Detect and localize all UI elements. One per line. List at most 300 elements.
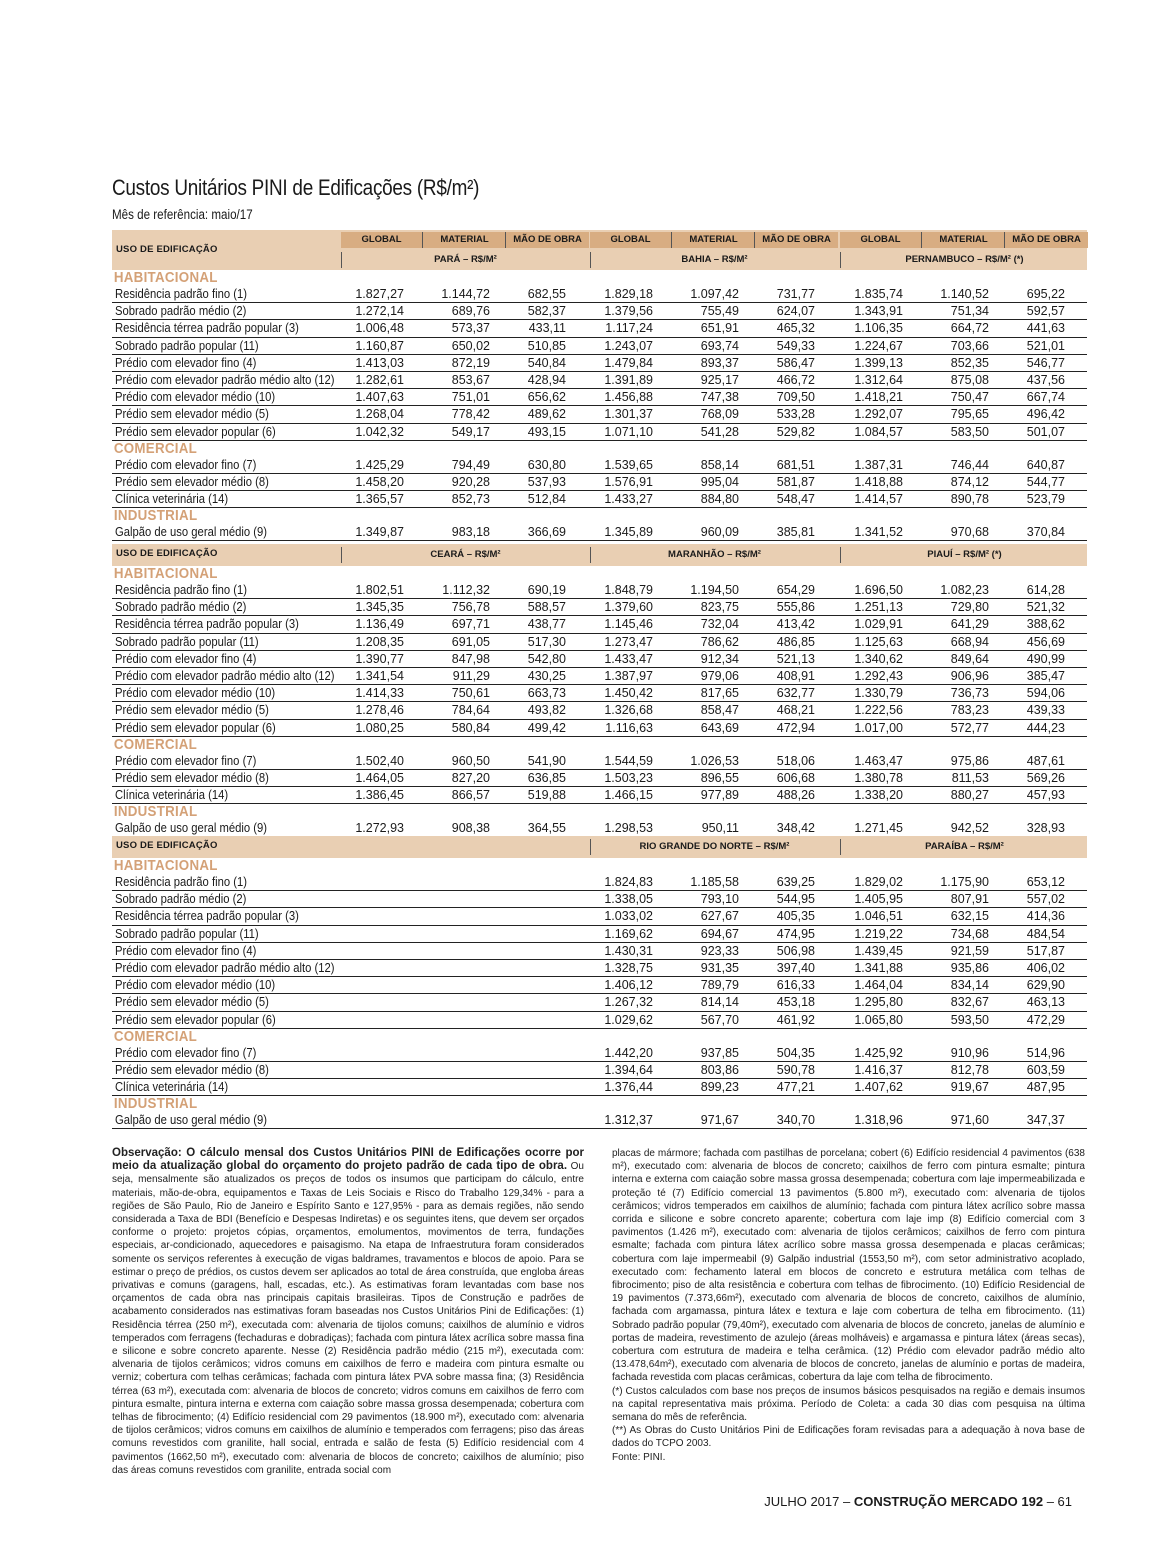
cell-value: 890,78 (950, 492, 989, 507)
row-label: Sobrado padrão médio (2) (115, 304, 247, 319)
table-row (112, 338, 1087, 355)
row-label: Sobrado padrão médio (2) (115, 892, 247, 907)
row-label: Sobrado padrão popular (11) (115, 634, 259, 649)
cell-value: 441,63 (1026, 321, 1065, 336)
cell-value: 1.017,00 (854, 720, 903, 735)
cell-value: 549,33 (776, 338, 815, 353)
cell-value: 937,85 (700, 1045, 739, 1060)
cell-value: 899,23 (700, 1080, 739, 1095)
cell-value: 437,56 (1026, 372, 1065, 387)
cell-value: 408,91 (776, 668, 815, 683)
cell-value: 1.829,02 (854, 875, 903, 889)
cell-value: 923,33 (700, 943, 739, 958)
cell-value: 1.343,91 (854, 304, 903, 319)
cell-value: 1.029,62 (604, 1012, 653, 1027)
cell-value: 1.406,12 (604, 978, 653, 993)
cell-value: 1.084,57 (854, 424, 903, 439)
cell-value: 1.418,21 (854, 390, 903, 405)
cell-value: 1.106,35 (854, 321, 903, 336)
cell-value: 518,06 (776, 753, 815, 768)
cell-value: 1.442,20 (604, 1045, 653, 1060)
cell-value: 908,38 (451, 821, 490, 836)
cell-value: 501,07 (1026, 424, 1065, 439)
cell-value: 977,89 (700, 788, 739, 803)
row-label: Prédio sem elevador médio (5) (115, 703, 269, 718)
row-label: Prédio sem elevador médio (8) (115, 770, 269, 785)
section-heading: INDUSTRIAL (113, 804, 198, 821)
cell-value: 606,68 (776, 770, 815, 785)
row-label: Prédio sem elevador médio (5) (115, 407, 269, 422)
cell-value: 1.080,25 (355, 720, 404, 735)
cell-value: 814,14 (700, 995, 739, 1010)
row-label: Sobrado padrão popular (11) (115, 338, 259, 353)
cell-value: 681,51 (776, 457, 815, 472)
cell-value: 849,64 (950, 651, 989, 666)
cell-value: 388,62 (1026, 617, 1065, 632)
cell-value: 588,57 (527, 600, 566, 615)
cell-value: 1.407,63 (355, 390, 404, 405)
cell-value: 1.829,18 (604, 287, 653, 301)
cell-value: 1.071,10 (604, 424, 653, 439)
row-label: Prédio com elevador fino (4) (115, 355, 257, 370)
cell-value: 736,73 (950, 686, 989, 701)
cell-value: 512,84 (527, 492, 566, 507)
cell-value: 521,13 (776, 651, 815, 666)
cell-value: 504,35 (776, 1045, 815, 1060)
cell-value: 834,14 (950, 978, 989, 993)
cell-value: 732,04 (700, 617, 739, 632)
cell-value: 1.696,50 (854, 583, 903, 597)
row-label: Sobrado padrão popular (11) (115, 926, 259, 941)
cell-value: 583,50 (950, 424, 989, 439)
cell-value: 1.405,95 (854, 892, 903, 907)
cell-value: 983,18 (451, 525, 490, 540)
cell-value: 970,68 (950, 525, 989, 540)
cell-value: 971,60 (950, 1113, 989, 1128)
cell-value: 1.399,13 (854, 355, 903, 370)
cost-table (112, 544, 1087, 837)
column-header: GLOBAL (341, 232, 422, 248)
table-row (112, 355, 1087, 372)
cell-value: 1.097,42 (690, 287, 739, 301)
cell-value: 406,02 (1026, 960, 1065, 975)
cell-value: 1.145,46 (604, 617, 653, 632)
table-row (112, 491, 1087, 508)
cell-value: 755,49 (700, 304, 739, 319)
cell-value: 540,84 (527, 355, 566, 370)
cell-value: 590,78 (776, 1062, 815, 1077)
cell-value: 1.042,32 (355, 424, 404, 439)
cell-value: 875,08 (950, 372, 989, 387)
column-header: MATERIAL (671, 232, 755, 248)
cell-value: 1.379,56 (604, 304, 653, 319)
cell-value: 935,86 (950, 960, 989, 975)
table-row (112, 820, 1087, 837)
cell-value: 496,42 (1026, 407, 1065, 422)
cell-value: 778,42 (451, 407, 490, 422)
section-heading: COMERCIAL (113, 440, 198, 457)
cell-value: 794,49 (451, 457, 490, 472)
table-row (112, 702, 1087, 719)
cell-value: 521,01 (1026, 338, 1065, 353)
cell-value: 1.341,88 (854, 960, 903, 975)
cell-value: 370,84 (1026, 525, 1065, 540)
notes-left-column (112, 1147, 584, 1477)
cell-value: 1.251,13 (854, 600, 903, 615)
cell-value: 750,61 (451, 686, 490, 701)
cell-value: 1.273,47 (604, 634, 653, 649)
table-row (112, 1112, 1087, 1129)
cell-value: 750,47 (950, 390, 989, 405)
cell-value: 1.278,46 (355, 703, 404, 718)
table-row (112, 651, 1087, 668)
row-label: Residência térrea padrão popular (3) (115, 321, 299, 336)
cell-value: 1.208,35 (355, 634, 404, 649)
cell-value: 1.418,88 (854, 474, 903, 489)
cell-value: 1.144,72 (441, 287, 490, 301)
cell-value: 517,30 (527, 634, 566, 649)
footer-month: JULHO 2017 – (764, 1494, 854, 1509)
cell-value: 1.835,74 (854, 287, 903, 301)
cell-value: 438,77 (527, 617, 566, 632)
cell-value: 703,66 (950, 338, 989, 353)
row-label: Galpão de uso geral médio (9) (115, 821, 267, 836)
notes-double-star: (**) As Obras do Custo Unitários Pini de Edificações foram revisadas para a adequação à nova base de dados do TCPO 2003. (612, 1425, 1085, 1450)
row-label: Prédio com elevador médio (10) (115, 978, 276, 993)
table-row (112, 474, 1087, 491)
cell-value: 746,44 (950, 457, 989, 472)
table-row (112, 582, 1087, 599)
table-row (112, 960, 1087, 977)
row-label: Residência térrea padrão popular (3) (115, 617, 299, 632)
cell-value: 786,62 (700, 634, 739, 649)
cell-value: 586,47 (776, 355, 815, 370)
state-header: PIAUÍ – R$/M² (*) (840, 547, 1088, 563)
cell-value: 1.387,97 (604, 668, 653, 683)
cell-value: 581,87 (776, 474, 815, 489)
cell-value: 793,10 (700, 892, 739, 907)
cell-value: 832,67 (950, 995, 989, 1010)
cell-value: 643,69 (700, 720, 739, 735)
cell-value: 430,25 (527, 668, 566, 683)
notes-right-column (612, 1147, 1085, 1464)
cell-value: 920,28 (451, 474, 490, 489)
cell-value: 812,78 (950, 1062, 989, 1077)
cell-value: 428,94 (527, 372, 566, 387)
cell-value: 519,88 (527, 788, 566, 803)
cell-value: 668,94 (950, 634, 989, 649)
cell-value: 1.160,87 (355, 338, 404, 353)
cell-value: 1.033,02 (604, 909, 653, 924)
cell-value: 709,50 (776, 390, 815, 405)
table-row (112, 303, 1087, 320)
cell-value: 1.464,04 (854, 978, 903, 993)
column-header: MÃO DE OBRA (1004, 232, 1088, 248)
table-row (112, 634, 1087, 651)
table-row (112, 787, 1087, 804)
state-header: RIO GRANDE DO NORTE – R$/M² (590, 839, 838, 855)
cell-value: 632,77 (776, 686, 815, 701)
cell-value: 557,02 (1026, 892, 1065, 907)
cell-value: 979,06 (700, 668, 739, 683)
cell-value: 544,77 (1026, 474, 1065, 489)
cell-value: 1.503,23 (604, 770, 653, 785)
cell-value: 366,69 (527, 525, 566, 540)
cell-value: 1.802,51 (355, 583, 404, 597)
cell-value: 651,91 (700, 321, 739, 336)
table-row (112, 616, 1087, 633)
row-label: Galpão de uso geral médio (9) (115, 525, 267, 540)
cell-value: 1.425,92 (854, 1045, 903, 1060)
cost-table (112, 836, 1087, 1129)
cell-value: 461,92 (776, 1012, 815, 1027)
table-row (112, 770, 1087, 787)
cell-value: 641,29 (950, 617, 989, 632)
table-row (112, 406, 1087, 423)
cell-value: 1.391,89 (604, 372, 653, 387)
row-label: Prédio sem elevador popular (6) (115, 424, 276, 439)
cell-value: 385,47 (1026, 668, 1065, 683)
cell-value: 1.576,91 (604, 474, 653, 489)
cell-value: 1.380,78 (854, 770, 903, 785)
cell-value: 811,53 (951, 770, 989, 785)
cell-value: 1.222,56 (854, 703, 903, 718)
table-row (112, 1012, 1087, 1029)
cell-value: 364,55 (527, 821, 566, 836)
cell-value: 328,93 (1026, 821, 1065, 836)
cell-value: 1.295,80 (854, 995, 903, 1010)
row-label: Residência padrão fino (1) (115, 583, 247, 597)
page-footer (764, 1494, 1072, 1509)
cell-value: 1.116,63 (605, 720, 653, 735)
cell-value: 1.414,57 (854, 492, 903, 507)
cell-value: 1.082,23 (940, 583, 989, 597)
cell-value: 632,15 (950, 909, 989, 924)
cell-value: 663,73 (527, 686, 566, 701)
cell-value: 340,70 (776, 1113, 815, 1128)
cell-value: 627,67 (700, 909, 739, 924)
cell-value: 529,82 (776, 424, 815, 439)
cell-value: 693,74 (700, 338, 739, 353)
cell-value: 852,35 (950, 355, 989, 370)
state-header: PARAÍBA – R$/M² (840, 839, 1088, 855)
cell-value: 751,01 (451, 390, 490, 405)
table-row (112, 372, 1087, 389)
cell-value: 1.379,60 (604, 600, 653, 615)
column-header: MATERIAL (921, 232, 1005, 248)
table-row (112, 994, 1087, 1011)
cell-value: 1.416,37 (854, 1062, 903, 1077)
section-heading: HABITACIONAL (113, 858, 218, 874)
section-heading: COMERCIAL (113, 736, 198, 753)
cell-value: 942,52 (950, 821, 989, 836)
cell-value: 433,11 (528, 321, 566, 336)
cost-table (112, 230, 1087, 541)
cell-value: 756,78 (451, 600, 490, 615)
cell-value: 569,26 (1026, 770, 1065, 785)
cell-value: 517,87 (1026, 943, 1065, 958)
cell-value: 880,27 (950, 788, 989, 803)
row-label: Prédio com elevador fino (7) (115, 457, 257, 472)
cell-value: 912,34 (700, 651, 739, 666)
cell-value: 858,47 (700, 703, 739, 718)
row-label: Prédio com elevador padrão médio alto (12) (115, 960, 335, 975)
cell-value: 1.848,79 (604, 583, 653, 597)
section-heading: INDUSTRIAL (113, 508, 198, 525)
table-header (112, 230, 1087, 270)
cell-value: 465,32 (776, 321, 815, 336)
cell-value: 847,98 (451, 651, 490, 666)
cell-value: 1.046,51 (854, 909, 903, 924)
cell-value: 1.466,15 (604, 788, 653, 803)
cell-value: 789,79 (700, 978, 739, 993)
cell-value: 521,32 (1026, 600, 1065, 615)
row-label: Prédio com elevador fino (4) (115, 651, 257, 666)
cell-value: 751,34 (950, 304, 989, 319)
cell-value: 640,87 (1026, 457, 1065, 472)
cell-value: 572,77 (950, 720, 989, 735)
cell-value: 486,85 (776, 634, 815, 649)
notes-lead: Observação: O cálculo mensal dos Custos Unitários PINI de Edificações ocorre por meio da atualização global do orçamento do projeto padrão de cada tipo de obra. (112, 1147, 584, 1173)
table-row (112, 389, 1087, 406)
row-label: Sobrado padrão médio (2) (115, 600, 247, 615)
cell-value: 468,21 (776, 703, 815, 718)
cell-value: 582,37 (527, 304, 566, 319)
notes-left-text: Ou seja, mensalmente são atualizados os preços de todos os insumos que participam do cálculo, entre materiais, mão-de-obra, equipamentos e Taxas de Leis Sociais e Risco do Trabalho 129,34% - para a regiões de São Paulo, Rio de Janeiro e Espírito Santo e 127,95% - para as demais regiões, não sendo considerada a Taxa de BDI (Benefício e Despesas Indiretas) e os seguintes itens, que devem ser orçados conforme o projeto: projetos cópias, orçamentos, emolumentos, movimentos de terra, fundações especiais, ar-condicionado, aquecedores e paisagismo. Na etapa de Infraestrutura foram considerados somente os serviços referentes à execução de vigas baldrames, travamentos e blocos de apoio. Para se estimar o preço de prédios, os custos devem ser aplicados ao total de área construída, que engloba áreas privativas e comuns (garagens, hall, escadas, etc.). As estimativas foram levantadas com base nos orçamentos de cada obra nas principais capitais brasileiras. Tipos de Construção e padrões de acabamento considerados nas estimativas foram baseadas nos Custos Unitários Pini de Edificações: (1) Residência térrea (250 m²), executada com: alvenaria de tijolos comuns; caixilhos de alumínio e vidros temperados com ferragens (fechaduras e dobradiças); fachada com pintura látex acrílica sobre massa fina e silicone e sobre concreto aparente. Nesse (2) Residência padrão médio (215 m²), executada com: alvenaria de tijolos cerâmicos; vidros comuns em caixilhos de ferro e madeira com pintura esmalte ou verniz; cobertura com telhas cerâmicas; fachada com pintura látex PVA sobre massa fina; (3) Residência térrea (63 m²), executada com: alvenaria de blocos de concreto; vidros comuns em caixilhos de ferro com pintura esmalte, pintura interna e externa com caiação sobre massa grossa desempenada; cobertura com telhas de fibrocimento; (4) Edifício residencial com 29 pavimentos (18.900 m²), executado com: alvenaria de tijolos cerâmicos; vidros comuns em caixilhos de alumínio e temperados com ferragens; piso das áreas comuns revestidos com granilite, hall social, entrada e salão de festa (5) Edifício residencial com 4 pavimentos (1662,50 m²), executado com: alvenaria de blocos de concreto; caixilhos de alumínio; piso das áreas comuns revestidos com granilite, entrada social com (112, 1161, 584, 1476)
cell-value: 548,47 (776, 492, 815, 507)
row-label: Residência térrea padrão popular (3) (115, 909, 299, 924)
cell-value: 1.539,65 (604, 457, 653, 472)
section-heading: COMERCIAL (113, 1028, 198, 1045)
cell-value: 653,12 (1026, 875, 1065, 889)
cell-value: 466,72 (776, 372, 815, 387)
row-label: Prédio com elevador padrão médio alto (12) (115, 668, 335, 683)
row-label: Prédio com elevador fino (4) (115, 943, 257, 958)
cell-value: 580,84 (451, 720, 490, 735)
cell-value: 1.312,37 (604, 1113, 653, 1128)
cell-value: 1.345,89 (604, 525, 653, 540)
cell-value: 1.140,52 (940, 287, 989, 301)
cell-value: 1.365,57 (355, 492, 404, 507)
cell-value: 919,67 (950, 1080, 989, 1095)
table-row (112, 720, 1087, 737)
table-header (112, 544, 1087, 566)
cell-value: 1.136,49 (355, 617, 404, 632)
table-row (112, 599, 1087, 616)
cell-value: 506,98 (776, 943, 815, 958)
cell-value: 1.318,96 (854, 1113, 903, 1128)
section-heading: HABITACIONAL (113, 566, 218, 582)
cell-value: 456,69 (1026, 634, 1065, 649)
cell-value: 807,91 (950, 892, 989, 907)
cell-value: 1.390,77 (355, 651, 404, 666)
row-label: Prédio sem elevador médio (8) (115, 1062, 269, 1077)
cell-value: 488,26 (776, 788, 815, 803)
reference-month: Mês de referência: maio/17 (112, 207, 253, 222)
cell-value: 542,80 (527, 651, 566, 666)
cell-value: 1.328,75 (604, 960, 653, 975)
cell-value: 405,35 (776, 909, 815, 924)
cell-value: 1.282,61 (355, 372, 404, 387)
column-header: GLOBAL (840, 232, 921, 248)
cell-value: 1.219,22 (854, 926, 903, 941)
uso-header: USO DE EDIFICAÇÃO (116, 244, 218, 255)
cell-value: 853,67 (451, 372, 490, 387)
cell-value: 697,71 (451, 617, 490, 632)
table-row (112, 891, 1087, 908)
cell-value: 960,09 (700, 525, 739, 540)
cell-value: 1.326,68 (604, 703, 653, 718)
cell-value: 594,06 (1026, 686, 1065, 701)
cell-value: 747,38 (700, 390, 739, 405)
row-label: Prédio com elevador médio (10) (115, 686, 276, 701)
cell-value: 893,37 (700, 355, 739, 370)
table-row (112, 908, 1087, 925)
table-row (112, 424, 1087, 441)
table-row (112, 874, 1087, 891)
cell-value: 874,12 (950, 474, 989, 489)
cell-value: 1.175,90 (940, 875, 989, 889)
cell-value: 453,18 (776, 995, 815, 1010)
cell-value: 1.125,63 (854, 634, 903, 649)
cell-value: 523,79 (1026, 492, 1065, 507)
cell-value: 896,55 (700, 770, 739, 785)
state-header: PARÁ – R$/M² (341, 252, 589, 268)
cell-value: 827,20 (451, 770, 490, 785)
row-label: Clínica veterinária (14) (115, 492, 229, 507)
cell-value: 541,90 (527, 753, 566, 768)
cell-value: 630,80 (527, 457, 566, 472)
table-row (112, 1045, 1087, 1062)
cell-value: 1.430,31 (604, 943, 653, 958)
cell-value: 1.272,14 (355, 304, 404, 319)
cell-value: 1.502,40 (355, 753, 404, 768)
cell-value: 484,54 (1026, 926, 1065, 941)
cell-value: 1.312,64 (854, 372, 903, 387)
notes-star: (*) Custos calculados com base nos preços de insumos básicos pesquisados na região e demais insumos na capital representativa mais próxima. Período de Coleta: a cada 30 dias com pesquisa na última semana do mês de referência. (612, 1385, 1085, 1424)
cell-value: 1.450,42 (604, 686, 653, 701)
cell-value: 1.463,47 (854, 753, 903, 768)
row-label: Prédio com elevador fino (7) (115, 753, 257, 768)
cell-value: 1.413,03 (355, 355, 404, 370)
cell-value: 573,37 (451, 321, 490, 336)
cell-value: 910,96 (950, 1045, 989, 1060)
row-label: Residência padrão fino (1) (115, 287, 247, 301)
cell-value: 731,77 (776, 287, 815, 301)
cell-value: 1.330,79 (854, 686, 903, 701)
cell-value: 414,36 (1026, 909, 1065, 924)
table-row (112, 457, 1087, 474)
row-label: Prédio com elevador fino (7) (115, 1045, 257, 1060)
table-row (112, 1079, 1087, 1096)
cell-value: 603,59 (1026, 1062, 1065, 1077)
row-label: Clínica veterinária (14) (115, 1080, 229, 1095)
cell-value: 1.117,24 (605, 321, 653, 336)
cell-value: 1.479,84 (604, 355, 653, 370)
table-row (112, 286, 1087, 303)
cell-value: 1.386,45 (355, 788, 404, 803)
cell-value: 911,29 (452, 668, 490, 683)
cell-value: 1.169,62 (604, 926, 653, 941)
cell-value: 1.029,91 (854, 617, 903, 632)
cell-value: 614,28 (1026, 583, 1065, 597)
cell-value: 858,14 (700, 457, 739, 472)
cell-value: 694,67 (700, 926, 739, 941)
cell-value: 490,99 (1026, 651, 1065, 666)
footer-magazine: CONSTRUÇÃO MERCADO 192 (853, 1494, 1044, 1509)
cell-value: 650,02 (451, 338, 490, 353)
cell-value: 546,77 (1026, 355, 1065, 370)
